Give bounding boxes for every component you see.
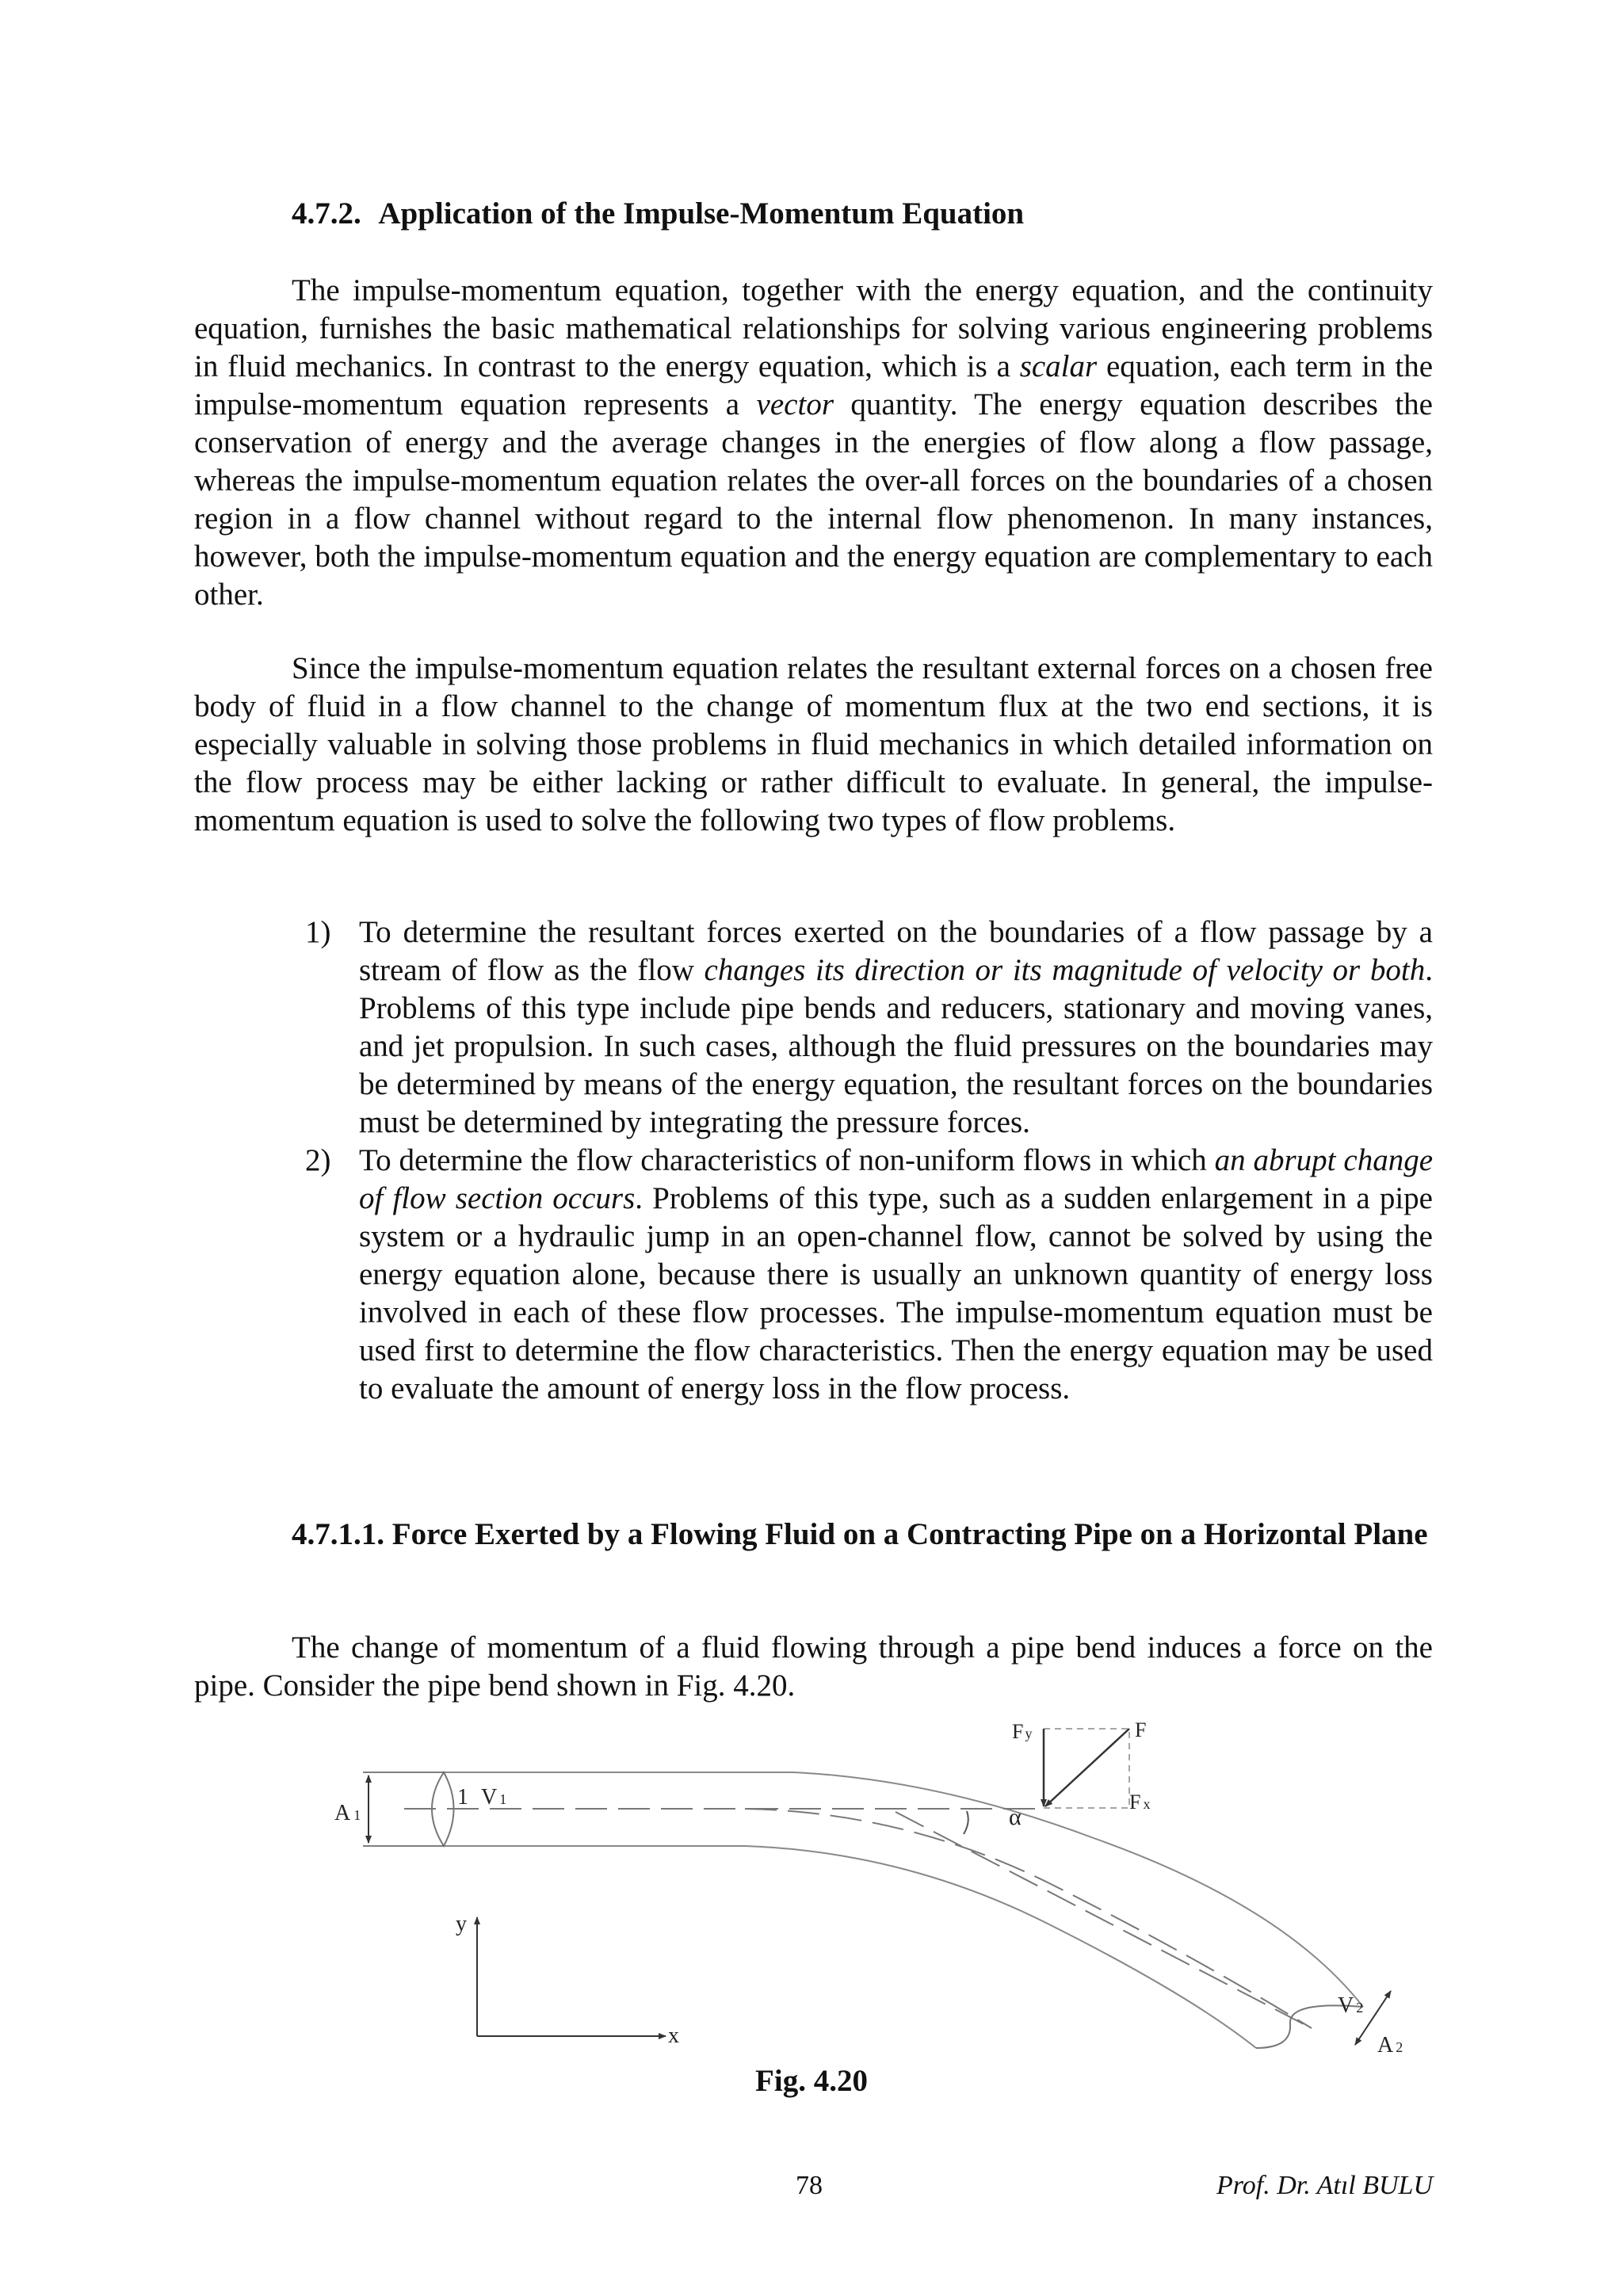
section-title: Application of the Impulse-Momentum Equation bbox=[378, 196, 1025, 231]
list-item-text-a: To determine the resultant forces exerted on the boundaries of a flow passage by a stream of flow as the flow bbox=[359, 915, 1433, 987]
pipe-bend-figure bbox=[301, 1715, 1411, 2064]
list-item-emphasis: an abrupt change of flow section occurs bbox=[359, 1143, 1433, 1215]
label-section-1: 1 bbox=[457, 1785, 468, 1810]
label-a1: A 1 bbox=[334, 1801, 361, 1825]
centerline-bend bbox=[745, 1809, 1312, 2028]
paragraph-3: The change of momentum of a fluid flowing through a pipe bend induces a force on the pipe. Consider the pipe bend shown in Fig. 4.20. bbox=[194, 1630, 1433, 1703]
list-item bbox=[305, 913, 1433, 1142]
problem-type-list bbox=[305, 913, 1433, 1408]
list-item-body bbox=[359, 1142, 1433, 1408]
label-v1: V 1 bbox=[481, 1785, 507, 1810]
paragraph-1 bbox=[194, 272, 1433, 614]
figure-caption: Fig. 4.20 bbox=[755, 2064, 868, 2098]
outlet-direction-line bbox=[896, 1812, 1312, 2028]
list-item bbox=[305, 1142, 1433, 1408]
author-footer: Prof. Dr. Atıl BULU bbox=[1216, 2171, 1433, 2200]
list-item-text-b: . Problems of this type include pipe bends and reducers, stationary and moving vanes, and jet propulsion. In such cases, although the fluid pressures on the boundaries may be determined by means of the energy equation, the resultant forces on the boundaries must be determined by integrating the pressure forces. bbox=[359, 953, 1433, 1139]
paragraph-1-text-b: equation, each term in the impulse-momentum equation represents a bbox=[194, 349, 1434, 421]
pipe-upper-wall bbox=[444, 1772, 1363, 2007]
list-item-number: 1) bbox=[305, 915, 331, 949]
label-a2: A 2 bbox=[1377, 2033, 1403, 2058]
alpha-arc bbox=[964, 1811, 968, 1834]
list-item-text-b: . Problems of this type, such as a sudden enlargement in a pipe system or a hydraulic jump in an open-channel flow, cannot be solved by using the energy equation alone, because there is usually an unknown quantity of energy loss involved in each of these flow processes. The impulse-momentum equation must be used first to determine the flow characteristics. Then the energy equation may be used to evaluate the amount of energy loss in the flow process. bbox=[359, 1181, 1433, 1405]
paragraph-1-emphasis-scalar: scalar bbox=[1019, 349, 1098, 383]
label-v2: V 2 bbox=[1338, 1993, 1364, 2018]
list-item-number: 2) bbox=[305, 1143, 331, 1177]
label-x-axis: x bbox=[668, 2023, 679, 2048]
list-item-emphasis: changes its direction or its magnitude of velocity or both bbox=[704, 953, 1426, 987]
paragraph-2: Since the impulse-momentum equation relates the resultant external forces on a chosen free body of fluid in a flow channel to the change of momentum flux at the two end sections, it is especially valuable in solving those problems in fluid mechanics in which detailed information on the flow process may be either lacking or rather difficult to evaluate. In general, the impulse-momentum equation is used to solve the following two types of flow problems. bbox=[194, 651, 1433, 837]
label-alpha: α bbox=[1009, 1804, 1022, 1830]
list-item-body bbox=[359, 913, 1433, 1142]
paragraph-1-text-a: The impulse-momentum equation, together with the energy equation, and the continuity equation, furnishes the basic mathematical relationships for solving various engineering problems in fluid mechanics. In contrast to the energy equation, which is a bbox=[194, 273, 1433, 383]
label-fy: F y bbox=[1012, 1720, 1033, 1743]
list-item-text-a: To determine the flow characteristics of non-uniform flows in which bbox=[359, 1143, 1215, 1177]
force-f-arrow bbox=[1045, 1729, 1129, 1806]
paragraph-1-text-c: quantity. The energy equation describes the conservation of energy and the average changes in the energies of flow along a flow passage, whereas the impulse-momentum equation relates the over-all forces on the boundaries of a chosen region in a flow channel without regard to the internal flow phenomenon. In many instances, however, both the impulse-momentum equation and the energy equation are complementary to each other. bbox=[194, 387, 1433, 612]
paragraph-1-emphasis-vector: vector bbox=[756, 387, 834, 421]
subsection-heading: 4.7.1.1. Force Exerted by a Flowing Fluid on a Contracting Pipe on a Horizontal Plane bbox=[292, 1517, 1428, 1551]
section-number: 4.7.2. bbox=[292, 196, 361, 231]
section-heading bbox=[292, 195, 1024, 233]
label-f: F bbox=[1135, 1718, 1147, 1741]
label-fx: F x bbox=[1129, 1791, 1151, 1814]
label-y-axis: y bbox=[456, 1912, 467, 1936]
pipe-lower-wall bbox=[444, 1846, 1256, 2048]
page-number: 78 bbox=[796, 2171, 823, 2200]
